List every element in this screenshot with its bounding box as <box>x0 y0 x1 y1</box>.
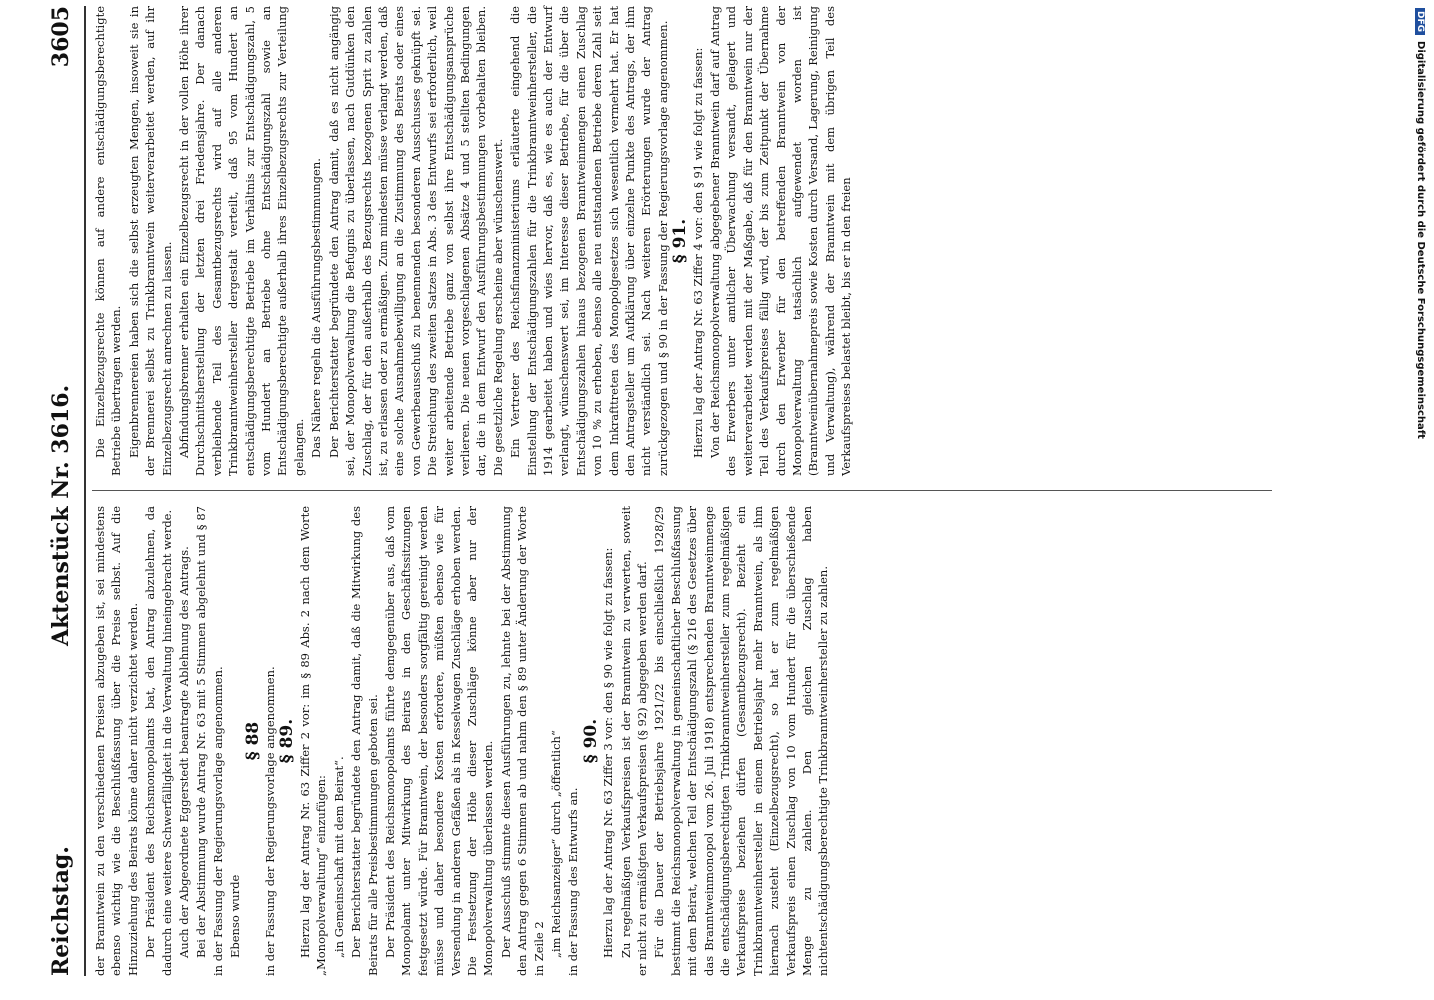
paragraph: Ein Vertreter des Reichsfinanzministeriums erläuterte eingehend die Einstellung der Entschädigungszahlen für die Trinkbranntweinhersteller, die 1914 gearbeitet haben und wies hervor, daß es, wie es auch der Entwurf verlangt, wünschenswert sei, im Interesse dieser Betriebe, für die über die Entschädigungszahlen hinaus bezogenen Branntweinmengen einen Zuschlag von 10 % zu erheben, ebenso alle neu entstandenen Betriebe deren Zahl seit dem Inkrafttreten des Monopolgesetzes sich wesentlich vermehrt hat. Er hat den Antragsteller um Aufklärung über einzelne Punkte des Antrags, der ihm nicht verständlich sei. Nach weiteren Erörterungen wurde der Antrag zurückgezogen und § 90 in der Fassung der Regierungsvorlage angenommen. <box>508 6 670 476</box>
paragraph: Der Präsident des Reichsmonopolamts bat, den Antrag abzulehnen, da dadurch eine weitere Schwerfälligkeit in die Verwaltung hineingebracht werde. <box>143 506 174 976</box>
digitization-text: Digitalisierung gefördert durch die Deutsche Forschungsgemeinschaft <box>1415 41 1426 439</box>
paragraph: Das Nähere regeln die Ausführungsbestimmungen. <box>309 158 324 458</box>
header-left: Reichstag. <box>48 846 74 976</box>
quote: „im Reichsanzeiger“ durch „öffentlich“ <box>548 730 563 958</box>
rotated-page-content <box>44 6 1324 976</box>
paragraph: in der Fassung des Entwurfs an. <box>566 787 581 976</box>
paragraph: Abfindungsbrenner erhalten ein Einzelbezugsrecht in der vollen Höhe ihrer Durchschnittsherstellung der letzten drei Friedensjahre. Der danach verbleibende Teil des Gesamtbezugsrechts wird auf alle anderen Trinkbranntweinhersteller dergestalt verteilt, daß 95 vom Hundert an entschädigungsberechtigte Betriebe im Verhältnis zur Entschädigungszahl, 5 vom Hundert an Betriebe ohne Entschädigungszahl sowie an Entschädigungsberechtigte außerhalb ihres Einzelbezugsrechts zur Verteilung gelangen. <box>177 6 306 476</box>
paragraph: Zu regelmäßigen Verkaufspreisen ist der Branntwein zu verwerten, soweit er nicht zu ermäßigten Verkaufspreisen (§ 92) abgegeben werden darf. <box>618 506 649 976</box>
paragraph: Für die Dauer der Betriebsjahre 1921/22 bis einschließlich 1928/29 bestimmt die Reichsmonopolverwaltung in gemeinschaftlicher Beschlußfassung mit dem Beirat, welchen Teil der Entschädigungszahl (§ 216 des Gesetzes über das Branntweinmonopol vom 26. Juli 1918) entsprechenden Branntweinmenge die entschädigungsberechtigten Trinkbranntweinhersteller zum regelmäßigen Verkaufspreise beziehen dürfen (Gesamtbezugsrecht). Bezieht ein Trinkbranntweinhersteller in einem Betriebsjahr mehr Branntwein, als ihm hiernach zusteht (Einzelbezugsrecht), so hat er zum regelmäßigen Verkaufspreis einen Zuschlag von 10 vom Hundert für die überschießende Menge zu zahlen. Den gleichen Zuschlag haben nichtentschädigungsberechtigte Trinkbranntweinhersteller zu zahlen. <box>652 506 831 976</box>
paragraph: Der Ausschuß stimmte diesen Ausführungen zu, lehnte bei der Abstimmung den Antrag gegen 6 Stimmen ab und nahm den § 89 unter Änderung der Worte in Zeile 2 <box>498 506 546 976</box>
paragraph: Hierzu lag der Antrag Nr. 63 Ziffer 2 vor: im § 89 Abs. 2 nach dem Worte „Monopolverwaltung“ einzufügen: <box>297 506 329 976</box>
paragraph: in der Fassung der Regierungsvorlage angenommen. <box>263 666 278 976</box>
section-heading: § 91. <box>670 218 691 264</box>
section-heading: § 90. <box>580 718 601 764</box>
paragraph: Ebenso wurde <box>228 874 243 958</box>
paragraph: Hierzu lag der Antrag Nr. 63 Ziffer 3 vor: den § 90 wie folgt zu fassen: <box>601 547 616 958</box>
page-number: 3605 <box>48 6 74 68</box>
scanned-page <box>44 6 1404 976</box>
paragraph: Die Einzelbezugsrechte können auf andere entschädigungsberechtigte Betriebe übertragen werden. <box>93 6 124 476</box>
quote: „in Gemeinschaft mit dem Beirat“. <box>331 756 346 958</box>
paragraph: Von der Reichsmonopolverwaltung abgegebener Branntwein darf auf Antrag des Erwerbers unter amtlicher Überwachung versandt, gelagert und weiterverarbeitet werden mit der Maßgabe, daß für den Branntwein nur der Teil des Verkaufspreises fällig wird, der bis zum Zeitpunkt der Übernahme durch den Erwerber für den betreffenden Branntwein von der Monopolverwaltung tatsächlich aufgewendet worden ist (Branntweinübernahmepreis sowie Kosten durch Versand, Lagerung, Reinigung und Verwaltung), während der Branntwein mit dem übrigen Teil des Verkaufspreises belastet bleibt, bis er in den freien <box>708 6 854 476</box>
right-column <box>92 6 856 476</box>
digitization-notice <box>1412 8 1432 993</box>
page-header <box>44 6 84 976</box>
paragraph: Bei der Abstimmung wurde Antrag Nr. 63 mit 5 Stimmen abgelehnt und § 87 in der Fassung der Regierungsvorlage angenommen. <box>194 506 225 976</box>
paragraph: Eigenbrennereien haben sich die selbst erzeugten Mengen, insoweit sie in der Brennerei selbst zu Trinkbranntwein weiterverarbeitet werden, auf ihr Einzelbezugsrecht anrechnen zu lassen. <box>126 6 174 476</box>
paragraph: Auch der Abgeordnete Eggerstedt beantragte Ablehnung des Antrags. <box>177 546 192 958</box>
paragraph: Der Berichterstatter begründete den Antrag damit, daß es nicht angängig sei, der Monopolverwaltung die Befugnis zu überlassen, nach Gutdünken den Zuschlag, der für den außerhalb des Bezugsrechts bezogenen Sprit zu zahlen ist, zu erlassen oder zu ermäßigen. Zum mindesten müsse verlangt werden, daß eine solche Ausnahmebewilligung an die Zustimmung des Beirats oder eines von Gewerbeausschuß zu benennenden besonderen Ausschusses geknüpft sei. Die Streichung des zweiten Satzes in Abs. 3 des Entwurfs sei erforderlich, weil weiter arbeitende Betriebe ganz von selbst ihre Entschädigungsansprüche verlieren. Die neuen vorgeschlagenen Absätze 4 und 5 stellten Bedingungen dar, die in dem Entwurf den Ausführungsbestimmungen vorbehalten bleiben. Die gesetzliche Regelung erscheine aber wünschenswert. <box>326 6 505 476</box>
column-divider <box>92 490 1272 491</box>
paragraph: der Branntwein zu den verschiedenen Preisen abzugeben ist, sei mindestens ebenso wichtig wie die Beschlußfassung über die Preise selbst. Auf die Hinzuziehung des Beirats könne daher nicht verzichtet werden. <box>93 506 140 976</box>
section-heading: § 88 <box>242 721 263 761</box>
header-rule <box>84 6 86 976</box>
paragraph: Hierzu lag der Antrag Nr. 63 Ziffer 4 vor: den § 91 wie folgt zu fassen: <box>690 47 705 458</box>
header-title: Aktenstück Nr. 3616. <box>48 384 74 646</box>
paragraph: Der Berichterstatter begründete den Antrag damit, daß die Mitwirkung des Beirats für alle Preisbestimmungen geboten sei. <box>349 506 380 976</box>
dfg-logo: DFG <box>1415 8 1425 35</box>
paragraph: Der Präsident des Reichsmonopolamts führte demgegenüber aus, daß vom Monopolamt unter Mitwirkung des Beirats in den Geschäftssitzungen festgesetzt würde. Für Branntwein, der besonders sorgfältig gereinigt werden müsse und daher besondere Kosten erfordere, müßten ebenso wie für Versendung in anderen Gefäßen als in Kesselwagen Zuschläge erhoben werden. Die Festsetzung der Höhe dieser Zuschläge könne aber nur der Monopolverwaltung überlassen werden. <box>382 506 496 976</box>
left-column <box>92 506 833 976</box>
section-heading: § 89. <box>277 718 298 764</box>
